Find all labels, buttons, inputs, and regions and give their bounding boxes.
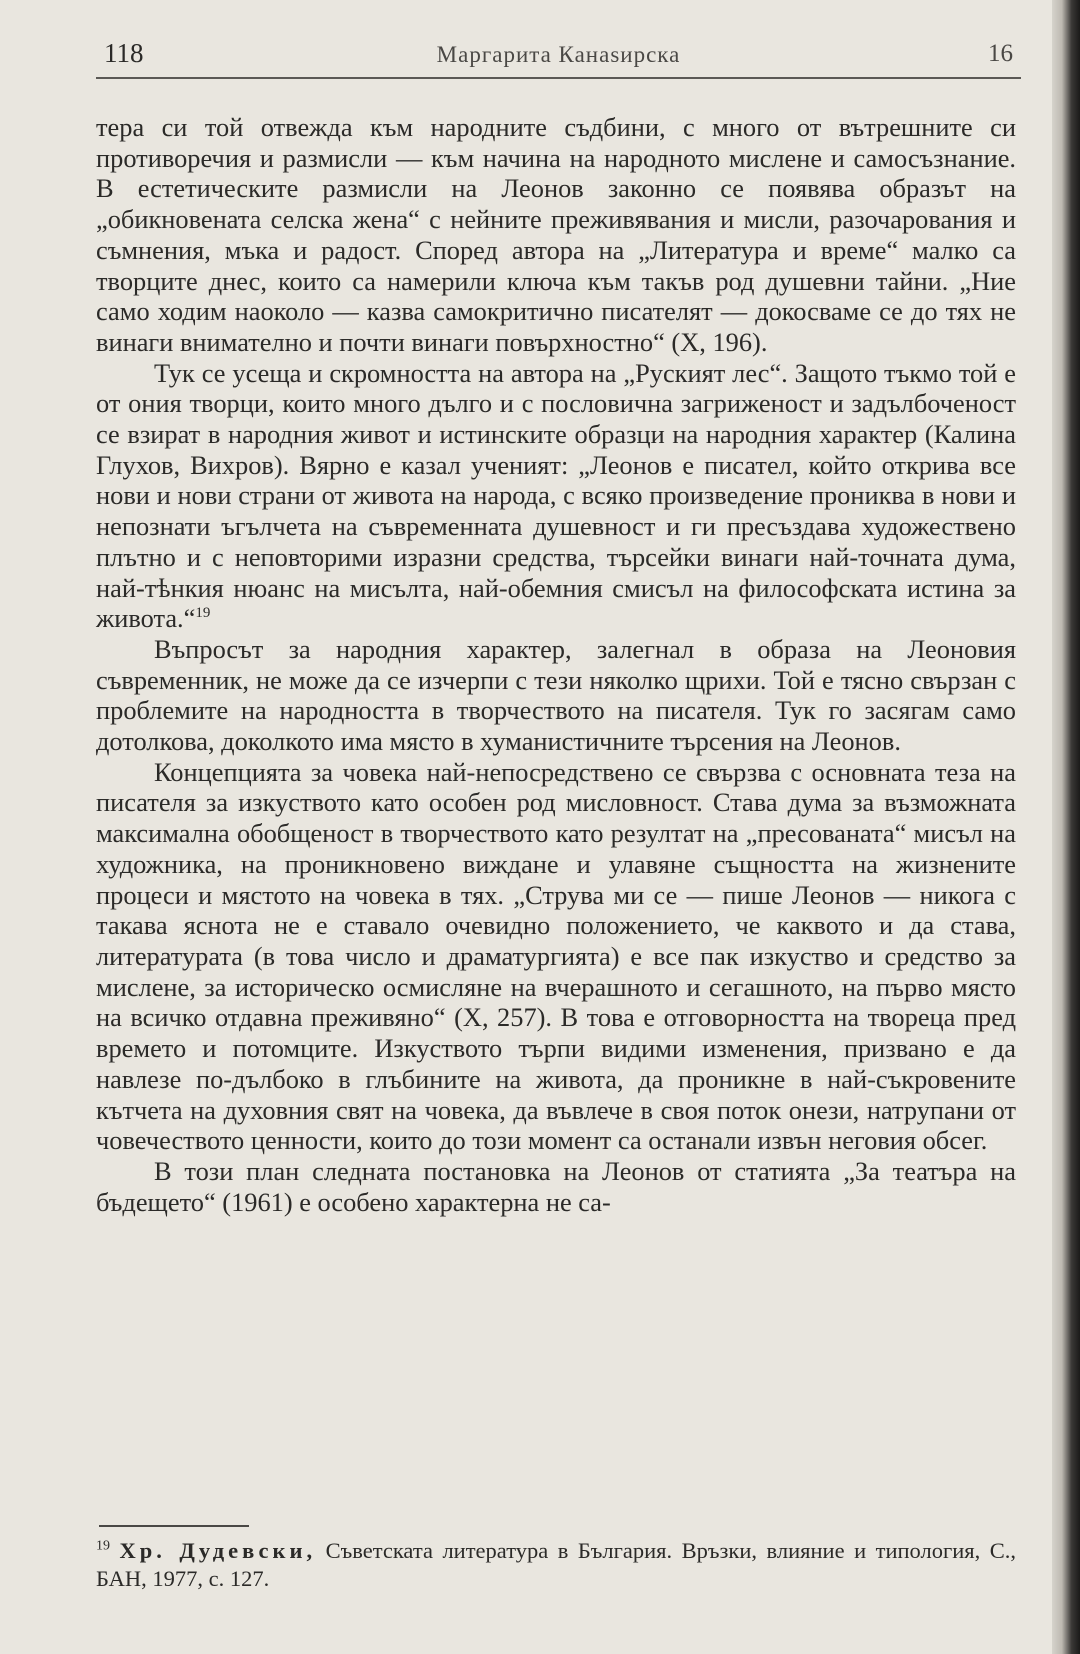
- page-number: 118: [104, 38, 144, 68]
- footnote-rule: [99, 1525, 249, 1527]
- page-header: [96, 38, 1021, 78]
- footnote-text: Съветската литература в България. Връзки, влияние и типология, С., БАН, 1977, с. 127.: [96, 1538, 1017, 1591]
- running-title: Маргарита Канаѕирска: [436, 42, 681, 67]
- paragraph-text: Концепцията за човека най-непосредствено се свързва с основната теза на писателя за изкуството като особен род мисловност. Става дума за възможната максимална обобщеност в творчеството като резултат на „пресованата“ мисъл на художника, на проникновено виждане и улавяне същността на жизнените процеси и мястото на човека в тях. „Струва ми се — пише Леонов — никога с такава яснота не е ставало очевидно положението, че каквото и да става, литературата (в това число и драматургията) е все пак изкуство и средство за мислене, за историческо осмисляне на вчерашното и сегашното, на първо място на всичко отдавна преживяно“ (Х, 257). В това е отговорността на твореца пред времето и потомците. Изкуството търпи видими изменения, призвано е да навлезе по-дълбоко в глъбините на живота, да проникне в най-съкровените кътчета на духовния свят на човека, да въвлече в своя поток онези, натрупани от човечеството ценности, които до този момент са останали извън неговия обсег.: [96, 756, 1016, 1156]
- page-edge-shadow: [1052, 0, 1080, 1654]
- paragraph-1: [96, 112, 1016, 358]
- paragraph-3: [96, 634, 1016, 757]
- body-text: [96, 112, 1016, 1217]
- section-number: 16: [988, 40, 1013, 67]
- paragraph-text: тера си той отвежда към народните съдбини, с много от вътрешните си противоречия и размисли — към начина на народното мислене и самосъзнание. В естетическите размисли на Леонов законно се появява образът на „обикновената селска жена“ с нейните преживявания и мисли, разочарования и съмнения, мъка и радост. Според автора на „Литература и време“ малко са творците днес, които са намерили ключа към такъв род душевни тайни. „Ние само ходим наоколо — казва самокритично писателят — докосваме се до тях не винаги внимателно и почти винаги повърхностно“ (Х, 196).: [96, 112, 1016, 357]
- footnote: [96, 1537, 1016, 1593]
- paragraph-text: Въпросът за народния характер, залегнал в образа на Леоновия съвременник, не може да се изчерпи с тези няколко щрихи. Той е тясно свързан с проблемите на народността в творчеството на писателя. Тук го засягам само дотолкова, доколкото има място в хуманистичните търсения на Леонов.: [96, 633, 1016, 757]
- paragraph-text: Тук се усеща и скромността на автора на „Руският лес“. Защото тъкмо той е от ония творци, които много дълго и с пословична загриженост и задълбоченост се взират в народния живот и истинските образци на народния характер (Калина Глухов, Вихров). Вярно е казал ученият: „Леонов е писател, който открива все нови и нови страни от живота на народа, с всяко произведение прониква в нови и непознати ъгълчета на съвременната душевност и ги пресъздава художествено плътно и с неповторими изразни средства, търсейки винаги най-точната дума, най-тѣнкия нюанс на мисълта, най-обемния смисъл на философската истина за живота.“: [96, 357, 1016, 634]
- paragraph-4: [96, 757, 1016, 1156]
- paragraph-2: [96, 358, 1016, 634]
- paragraph-5: [96, 1156, 1016, 1217]
- header-rule: [96, 77, 1021, 79]
- footnote-number: 19: [96, 1538, 110, 1554]
- footnote-marker[interactable]: 19: [195, 605, 211, 622]
- footnote-author: Хр. Дудевски,: [119, 1538, 317, 1563]
- paragraph-text: В този план следната постановка на Леонов от статията „За театъра на бъдещето“ (1961) е особено характерна не са-: [96, 1155, 1016, 1217]
